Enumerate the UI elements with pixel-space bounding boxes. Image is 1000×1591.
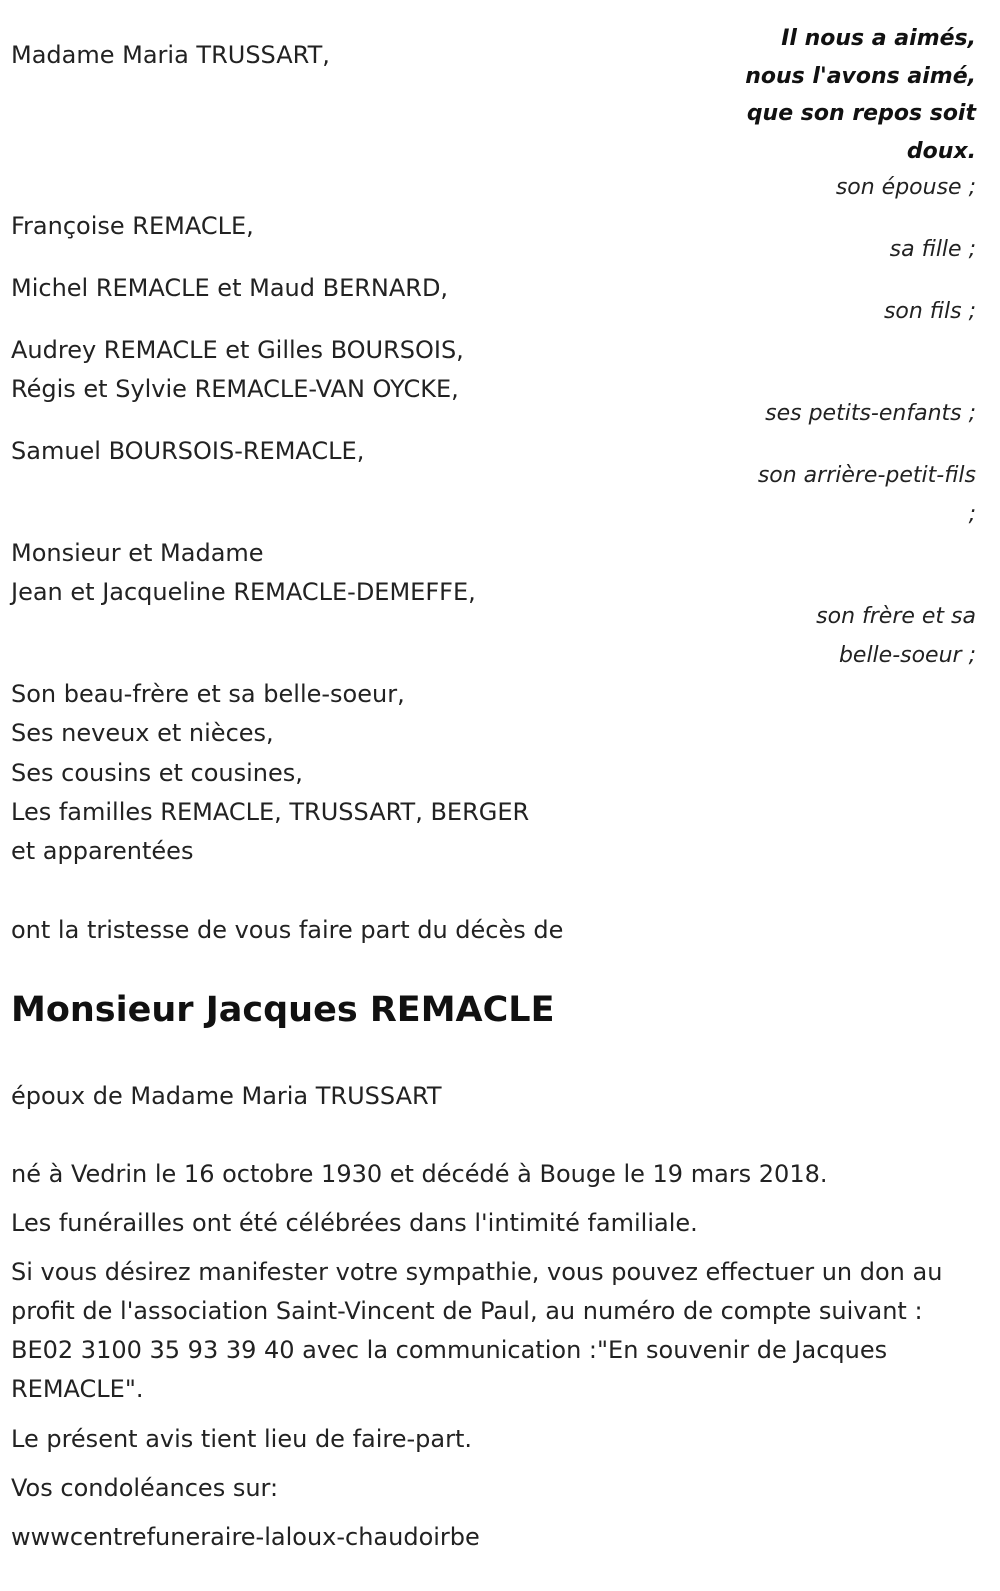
brother-line-1: Monsieur et Madame bbox=[11, 539, 264, 567]
other-family-2: Ses neveux et nièces, bbox=[11, 719, 274, 747]
grandchildren-relation: ses petits-enfants ; bbox=[765, 401, 976, 426]
son-name: Michel REMACLE et Maud BERNARD, bbox=[11, 274, 449, 302]
announcement-text: ont la tristesse de vous faire part du décès de bbox=[11, 916, 564, 944]
son-relation: son fils ; bbox=[883, 299, 976, 324]
notice-text: Le présent avis tient lieu de faire-part. bbox=[11, 1425, 473, 1453]
epitaph-quote: Il nous a aimés, nous l'avons aimé, que son repos soit doux. bbox=[745, 26, 976, 164]
great-grandson-relation: son arrière-petit-fils bbox=[757, 463, 976, 488]
condolences-label: Vos condoléances sur: bbox=[11, 1474, 279, 1502]
other-family-1: Son beau-frère et sa belle-soeur, bbox=[11, 680, 405, 708]
great-grandson-name: Samuel BOURSOIS-REMACLE, bbox=[11, 437, 365, 465]
daughter-name: Françoise REMACLE, bbox=[11, 212, 254, 240]
daughter-relation: sa fille ; bbox=[889, 237, 976, 262]
condolences-website: wwwcentrefuneraire-laloux-chaudoirbe bbox=[11, 1523, 480, 1551]
brother-line-2: Jean et Jacqueline REMACLE-DEMEFFE, bbox=[11, 578, 476, 606]
brother-relation-1: son frère et sa bbox=[816, 604, 976, 629]
spouse-line: époux de Madame Maria TRUSSART bbox=[11, 1082, 442, 1110]
spouse-relation: son épouse ; bbox=[835, 175, 976, 200]
brother-relation-2: belle-soeur ; bbox=[838, 643, 976, 668]
deceased-name: Monsieur Jacques REMACLE bbox=[11, 990, 555, 1030]
grandchildren-name-2: Régis et Sylvie REMACLE-VAN OYCKE, bbox=[11, 375, 459, 403]
other-family-3: Ses cousins et cousines, bbox=[11, 759, 303, 787]
great-grandson-relation-end: ; bbox=[968, 502, 976, 527]
grandchildren-name-1: Audrey REMACLE et Gilles BOURSOIS, bbox=[11, 336, 464, 364]
funeral-text: Les funérailles ont été célébrées dans l'intimité familiale. bbox=[11, 1209, 698, 1237]
spouse-name: Madame Maria TRUSSART, bbox=[11, 41, 330, 69]
other-family-4: Les familles REMACLE, TRUSSART, BERGER bbox=[11, 798, 530, 826]
birth-death-text: né à Vedrin le 16 octobre 1930 et décédé à Bouge le 19 mars 2018. bbox=[11, 1160, 828, 1188]
other-family-5: et apparentées bbox=[11, 837, 194, 865]
donation-text: Si vous désirez manifester votre sympathie, vous pouvez effectuer un don au profit de l'association Saint-Vincent de Paul, au numéro de compte suivant : BE02 3100 35 93 39 40 avec la communication :"En souvenir de Jacques REMACLE". bbox=[11, 1258, 943, 1403]
